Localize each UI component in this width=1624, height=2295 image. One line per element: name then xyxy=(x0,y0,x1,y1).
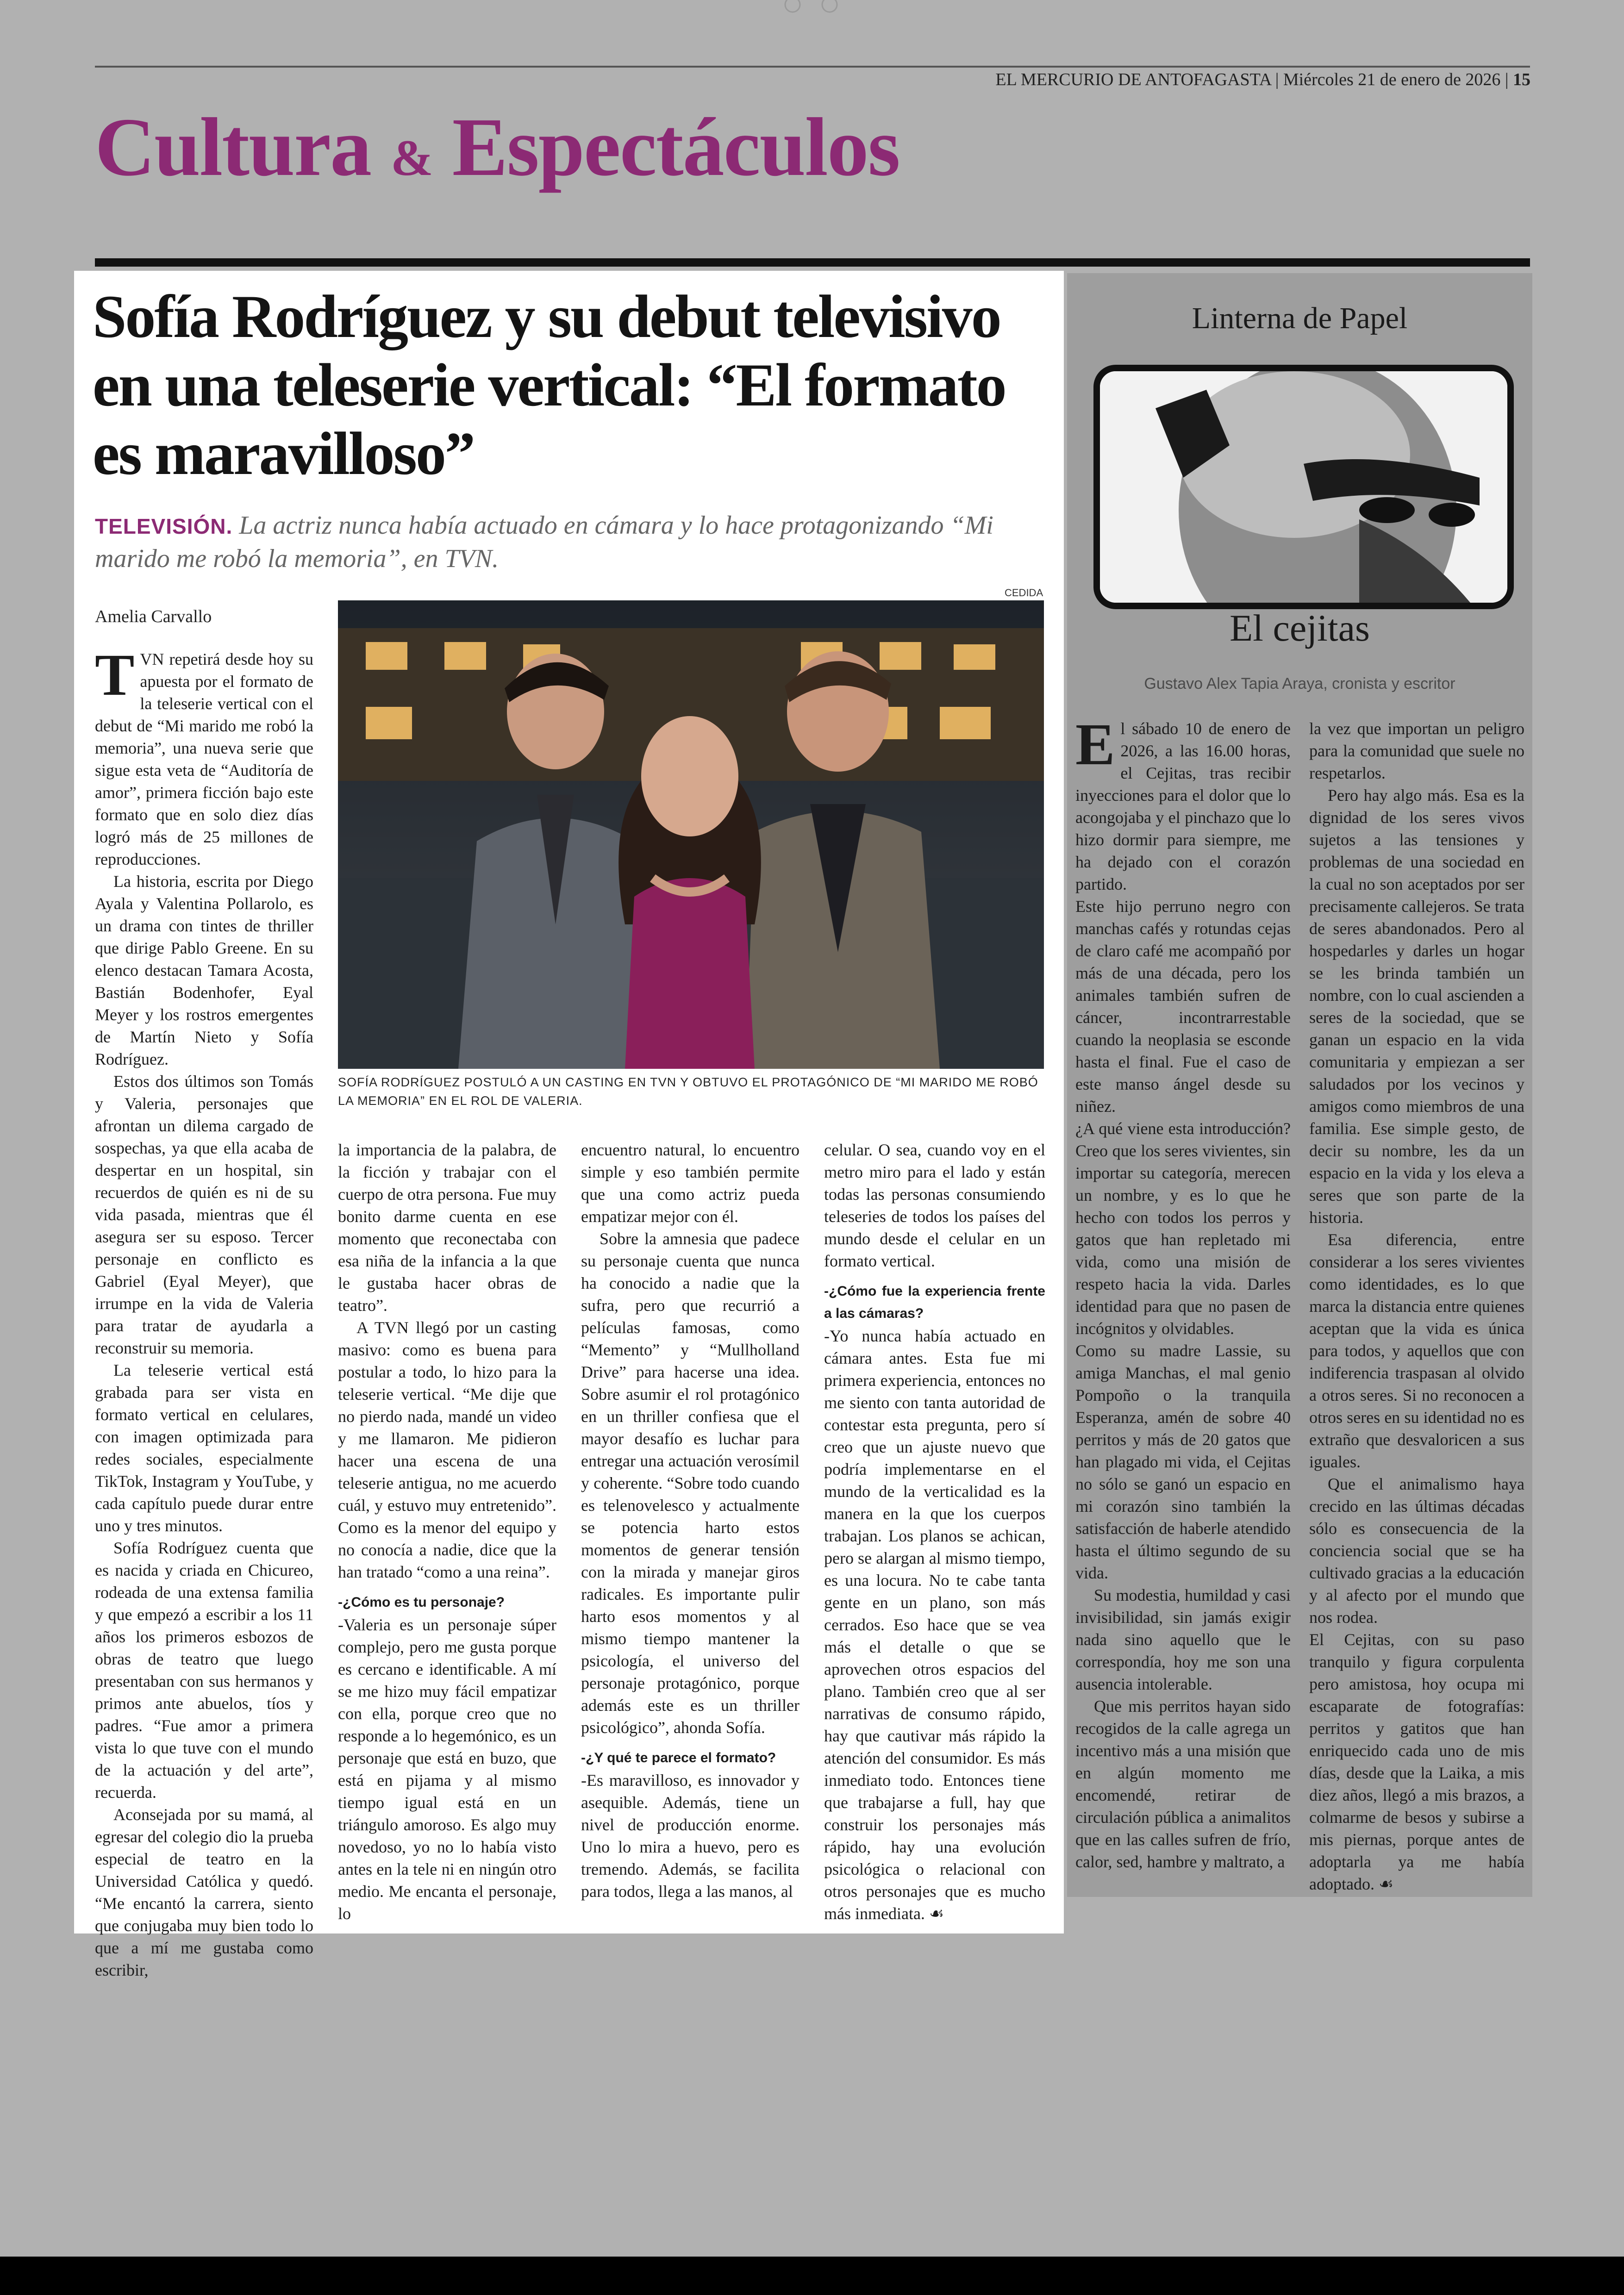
interview-answer: -Valeria es un personaje súper complejo, pero me gusta porque es cercano e identificable. A mí se me hizo muy fácil empatizar con ella, porque creo que no responde a lo hegemónico, es un personaje que está en buzo, que está en pijama y al mismo tiempo igual está en un triángulo amoroso. Es algo muy novedoso, yo no lo había visto antes en la tele ni en ningún otro medio. Me encanta el personaje, lo xyxy=(338,1615,556,1923)
author-portrait-image xyxy=(1100,371,1507,603)
opinion-column-1 xyxy=(1075,711,1291,1873)
column-paragraph: Esa diferencia, entre considerar a los seres vivientes como identidades, es lo que marca la distancia entre quienes aceptan que la vida es única para todos, y aquellos que con indiferencia traspasan al olvido a otros seres. Si no reconocen a otros seres en su identidad no es extraño que desvaloricen a sus iguales. xyxy=(1309,1230,1524,1471)
column-paragraph: Que el animalismo haya crecido en las últimas décadas sólo es consecuencia de la conciencia social que se ha cultivado gracias a la educación y al afecto por el mundo que nos rodea. xyxy=(1309,1475,1524,1627)
article-column-2 xyxy=(338,1139,556,1925)
column-paragraph-text: El Cejitas, con su paso tranquilo y figura corpulenta pero amistosa, hoy ocupa mi escaparate de fotografías: perritos y gatitos que han enriquecido cada uno de mis días, desde que la Laika, a mis diez años, llegó a mis brazos, a colmarme de besos y subirse a mis piernas, porque antes de adoptarla ya me había adoptado. xyxy=(1309,1630,1524,1893)
interview-answer: -Es maravilloso, es innovador y asequible. Además, tiene un nivel de producción enorme. Uno lo mira a huevo, pero es tremendo. Además, se facilita para todos, llega a las manos, al xyxy=(581,1771,800,1901)
article-column-3 xyxy=(581,1139,800,1902)
article-kicker: TELEVISIÓN. xyxy=(95,514,233,538)
article-photo xyxy=(338,600,1044,1069)
page-number: 15 xyxy=(1513,70,1530,89)
article-column-4 xyxy=(824,1139,1045,1925)
column-dropcap: E xyxy=(1075,711,1115,777)
end-mark-icon: ☙ xyxy=(929,1904,944,1923)
article-paragraph: Sobre la amnesia que padece su personaje cuenta que nunca ha conocido a nadie que la sufra, pero que recurrió a películas famosas, como “Memento” y “Mullholland Drive” para hacerse una idea. Sobre asumir el rol protagónico en un thriller confiesa que el mayor desafío es luchar para entregar una actuación verosímil y coherente. “Sobre todo cuando es telenovelesco y actualmente se potencia harto estos momentos de generar tensión con la mirada y manejar giros radicales. Es importante pulir harto esos momentos y al mismo tiempo mantener la psicología, el universo del personaje protagónico, porque además este es un thriller psicológico”, ahonda Sofía. xyxy=(581,1229,800,1737)
photo-credit: CEDIDA xyxy=(1005,587,1043,599)
photo-caption: SOFÍA RODRÍGUEZ POSTULÓ A UN CASTING EN TVN Y OBTUVO EL PROTAGÓNICO DE “MI MARIDO ME ROBÓ LA MEMORIA” EN EL ROL DE VALERIA. xyxy=(338,1075,1038,1108)
issue-date: Miércoles 21 de enero de 2026 xyxy=(1283,70,1501,89)
article-byline: Amelia Carvallo xyxy=(95,607,212,626)
newspaper-name: EL MERCURIO DE ANTOFAGASTA xyxy=(995,70,1271,89)
column-paragraph xyxy=(1075,711,1291,895)
article-paragraph: La teleserie vertical está grabada para ser vista en formato vertical en celulares, con imagen optimizada para redes sociales, especialmente TikTok, Instagram y YouTube, y cada capítulo puede durar entre uno y tres minutos. xyxy=(95,1361,313,1535)
article-paragraph: encuentro natural, lo encuentro simple y eso también permite que una como actriz pueda empatizar mejor con él. xyxy=(581,1141,800,1226)
screen-bottom-bar xyxy=(0,2257,1624,2295)
interview-answer-text: -Yo nunca había actuado en cámara antes. Esta fue mi primera experiencia, entonces no me siento con tanta autoridad de contestar esta pregunta, pero sí creo que un ajuste nuevo que podría implementarse en el mundo de la verticalidad es la manera en la que los cuerpos trabajan. Los planos se achican, pero se alargan al mismo tiempo, es una locura. No te cabe tanta gente en un plano, son más cerrados. Eso hace que se vea más el detalle o que se aprovechen otros espacios del plano. También creo que al ser narrativas de consumo rápido, hay que cautivar más rápido la atención del consumidor. Es más inmediato todo. Entonces tiene que trabajarse a full, hay que construir los personajes más rápido, hay una evolución psicológica o relacional con otros personajes que es mucho más inmediata. xyxy=(824,1327,1045,1923)
author-portrait xyxy=(1093,365,1514,609)
column-paragraph: Pero hay algo más. Esa es la dignidad de los seres vivos sujetos a las tensiones y problemas de una sociedad en la cual no son aceptados por ser precisamente callejeros. Se trata de seres abandonados. Pero al hospedarles y darles un hogar se les brinda también un nombre, con lo cual ascienden a seres de la sociedad, que se ganan un espacio en la vida comunitaria y empiezan a ser saludados por los vecinos y amigos como miembros de una familia. Ese simple gesto, de decir su nombre, les da un espacio en la vida y los eleva a seres que son parte de la historia. xyxy=(1309,786,1524,1227)
column-paragraph: ¿A qué viene esta introducción? Creo que los seres vivientes, sin importar su categoría, merecen un nombre, y es lo que he hecho con todos los perros y gatos que han repletado mi vida, como una misión de respeto hacia la vida. Darles identidad para que no pasen de incógnitos y olvidables. xyxy=(1075,1119,1291,1338)
article-headline: Sofía Rodríguez y su debut televisivo en una teleserie vertical: “El formato es maravilloso” xyxy=(93,282,1006,487)
column-paragraph xyxy=(1309,1628,1524,1895)
column-title: El cejitas xyxy=(1230,607,1370,649)
section-title-second: Espectáculos xyxy=(452,101,899,193)
article-column-1 xyxy=(95,642,313,1981)
column-paragraph-text: l sábado 10 de enero de 2026, a las 16.00 horas, el Cejitas, tras recibir inyecciones para el dolor que lo acongojaba y el pinchazo que lo hizo dormir para siempre, me ha dejado con el corazón partido. xyxy=(1075,719,1291,893)
section-divider xyxy=(95,258,1530,267)
section-title-main: Cultura xyxy=(95,101,371,193)
article-paragraph: A TVN llegó por un casting masivo: como es buena para postular a todo, lo hizo para la teleserie vertical. “Me dije que no pierdo nada, mandé un video y me llamaron. Me pidieron hacer una escena de una teleserie antigua, no me acuerdo cuál, y estuvo muy entretenido”. Como es la menor del equipo y no conocía a nadie, dice que la han tratado “como a una reina”. xyxy=(338,1318,556,1581)
article-paragraph xyxy=(95,642,313,870)
article-paragraph: Sofía Rodríguez cuenta que es nacida y criada en Chicureo, rodeada de una extensa familia y que empezó a escribir a los 11 años los primeros esbozos de obras de teatro que luego presentaban con sus hermanos y primos ante abuelos, tíos y padres. “Fue amor a primera vista lo que tuve con el mundo de la actuación y del arte”, recuerda. xyxy=(95,1539,313,1802)
column-paragraph: Como su madre Lassie, su amiga Manchas, el mal genio Pompoño o la tranquila Esperanza, amén de sobre 40 perritos y más de 20 gatos que han plagado mi vida, el Cejitas no sólo se ganó un espacio en mi corazón sino también la satisfacción de haberle atendido hasta el último segundo de su vida. xyxy=(1075,1341,1291,1582)
column-paragraph: la vez que importan un peligro para la comunidad que suele no respetarlos. xyxy=(1309,719,1524,782)
article-paragraph: celular. O sea, cuando voy en el metro miro para el lado y están todas las personas consumiendo teleseries de todos los países del mundo desde el celular en un formato vertical. xyxy=(824,1141,1045,1270)
interview-answer xyxy=(824,1325,1045,1925)
section-title-amp: & xyxy=(391,130,432,186)
column-paragraph: Este hijo perruno negro con manchas cafés y rotundas cejas de claro café me acompañó por más de una década, pero los animales también sufren de cáncer, incontrarrestable cuando la neoplasia se esconde hasta el final. Fue el caso de este manso ángel desde su niñez. xyxy=(1075,897,1291,1116)
end-mark-icon: ☙ xyxy=(1378,1875,1394,1893)
article-dropcap: T xyxy=(95,642,135,708)
opinion-column-2 xyxy=(1309,717,1524,1895)
interview-question: -¿Cómo fue la experiencia frente a las cámaras? xyxy=(824,1284,1045,1321)
article-paragraph: Aconsejada por su mamá, al egresar del colegio dio la prueba especial de teatro en la Universidad Católica y quedó. “Me encantó la carrera, siento que conjugaba muy bien todo lo que a mí me gustaba como escribir, xyxy=(95,1805,313,1979)
article-deck-text: La actriz nunca había actuado en cámara y lo hace protagonizando “Mi marido me robó la memoria”, en TVN. xyxy=(95,511,993,573)
article-paragraph: Estos dos últimos son Tomás y Valeria, personajes que afrontan un dilema cargado de sospechas, ya que ella acaba de despertar en un hospital, sin recuerdos de quién es ni de su vida pasada, mientras que él asegura ser su esposo. Tercer personaje en conflicto es Gabriel (Eyal Meyer), que irrumpe en la vida de Valeria para tratar de ayudarla a reconstruir su memoria. xyxy=(95,1072,313,1357)
column-author: Gustavo Alex Tapia Araya, cronista y escritor xyxy=(1144,675,1455,692)
cast-photo-illustration xyxy=(338,600,1044,1069)
article-paragraph: La historia, escrita por Diego Ayala y Valentina Pollarolo, es un drama con tintes de thriller que dirige Pablo Greene. En su elenco destacan Tamara Acosta, Bastián Bodenhofer, Eyal Meyer y los rostros emergentes de Martín Nieto y Sofía Rodríguez. xyxy=(95,872,313,1068)
page-nav-dots xyxy=(782,0,843,19)
article-paragraph: la importancia de la palabra, de la ficción y trabajar con el cuerpo de otra persona. Fue muy bonito darme cuenta en ese momento que reconectaba con esa niña de la infancia a la que le gustaba hacer obras de teatro”. xyxy=(338,1141,556,1315)
page-info: EL MERCURIO DE ANTOFAGASTA | Miércoles 21 de enero de 2026 | 15 xyxy=(995,70,1530,89)
section-title xyxy=(95,101,899,193)
article-paragraph-text: VN repetirá desde hoy su apuesta por el formato de la teleserie vertical con el debut de “Mi marido me robó la memoria”, una nueva serie que sigue esta veta de “Auditoría de amor”, primera ficción bajo este formato que en solo diez días logró más de 25 millones de reproducciones. xyxy=(95,650,313,868)
header-rule xyxy=(95,66,1530,68)
column-series-title: Linterna de Papel xyxy=(1192,301,1408,335)
interview-question: -¿Y qué te parece el formato? xyxy=(581,1750,776,1765)
column-paragraph: Su modestia, humildad y casi invisibilidad, sin jamás exigir nada sino aquello que le correspondía, hoy me son una ausencia intolerable. xyxy=(1075,1586,1291,1693)
article-deck xyxy=(95,509,1049,575)
column-paragraph: Que mis perritos hayan sido recogidos de la calle agrega un incentivo más a una misión que en algún momento me encomendé, retirar de circulación pública a animalitos que en las calles sufren de frío, calor, sed, hambre y maltrato, a xyxy=(1075,1697,1291,1871)
interview-question: -¿Cómo es tu personaje? xyxy=(338,1595,505,1610)
